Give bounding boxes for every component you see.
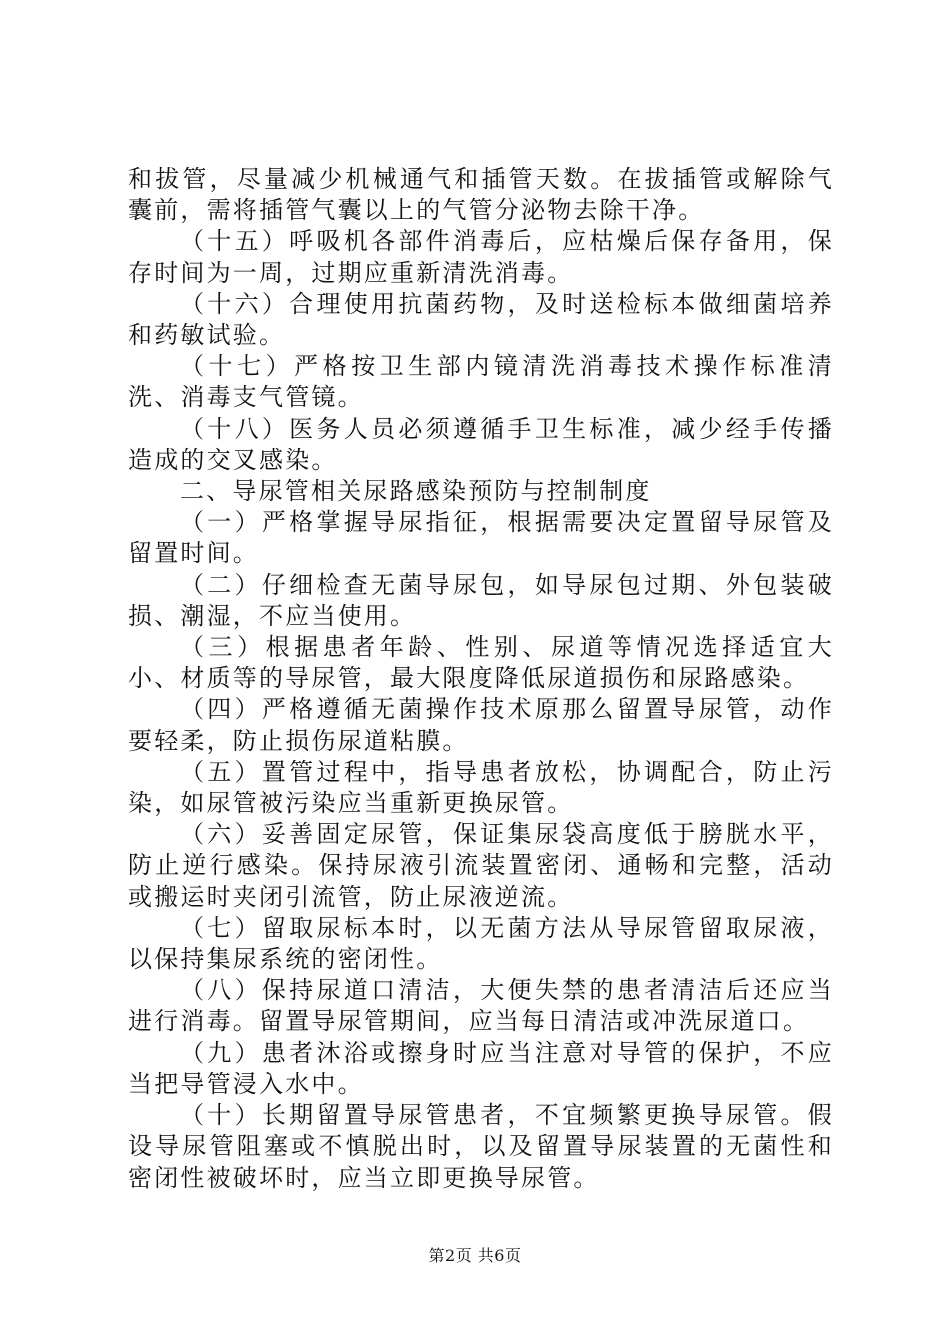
paragraph-item-9: （九）患者沐浴或擦身时应当注意对导管的保护，不应当把导管浸入水中。	[128, 1038, 834, 1098]
paragraph-item-1: （一）严格掌握导尿指征，根据需要决定置留导尿管及留置时间。	[128, 508, 834, 568]
paragraph-item-4: （四）严格遵循无菌操作技术原那么留置导尿管，动作要轻柔，防止损伤尿道粘膜。	[128, 695, 834, 755]
section-heading: 二、导尿管相关尿路感染预防与控制制度	[180, 477, 652, 506]
paragraph-item-10: （十）长期留置导尿管患者，不宜频繁更换导尿管。假设导尿管阻塞或不慎脱出时，以及留置导尿装置的无菌性和密闭性被破坏时，应当立即更换导尿管。	[128, 1101, 834, 1192]
body-text	[128, 164, 834, 1194]
paragraph-item-3: （三）根据患者年龄、性别、尿道等情况选择适宜大小、材质等的导尿管，最大限度降低尿道损伤和尿路感染。	[128, 633, 834, 693]
paragraph-item-18: （十八）医务人员必须遵循手卫生标准，减少经手传播造成的交叉感染。	[128, 414, 834, 474]
paragraph-item-17: （十七）严格按卫生部内镜清洗消毒技术操作标准清洗、消毒支气管镜。	[128, 352, 834, 412]
paragraph-item-7: （七）留取尿标本时，以无菌方法从导尿管留取尿液，以保持集尿系统的密闭性。	[128, 913, 834, 974]
page-number-footer: 第2页 共6页	[428, 1246, 522, 1265]
paragraph-item-5: （五）置管过程中，指导患者放松，协调配合，防止污染，如尿管被污染应当重新更换尿管。	[128, 757, 834, 818]
paragraph-item-6: （六）妥善固定尿管，保证集尿袋高度低于膀胱水平，防止逆行感染。保持尿液引流装置密闭、通畅和完整，活动或搬运时夹闭引流管，防止尿液逆流。	[128, 820, 834, 911]
paragraph-item-2: （二）仔细检查无菌导尿包，如导尿包过期、外包装破损、潮湿，不应当使用。	[128, 570, 834, 630]
paragraph-item-15: （十五）呼吸机各部件消毒后，应枯燥后保存备用，保存时间为一周，过期应重新清洗消毒。	[128, 227, 834, 287]
paragraph-continuation: 和拔管，尽量减少机械通气和插管天数。在拔插管或解除气囊前，需将插管气囊以上的气管分泌物去除干净。	[128, 165, 834, 225]
paragraph-item-16: （十六）合理使用抗菌药物，及时送检标本做细菌培养和药敏试验。	[128, 289, 834, 350]
paragraph-item-8: （八）保持尿道口清洁，大便失禁的患者清洁后还应当进行消毒。留置导尿管期间，应当每日清洁或冲洗尿道口。	[128, 976, 834, 1036]
